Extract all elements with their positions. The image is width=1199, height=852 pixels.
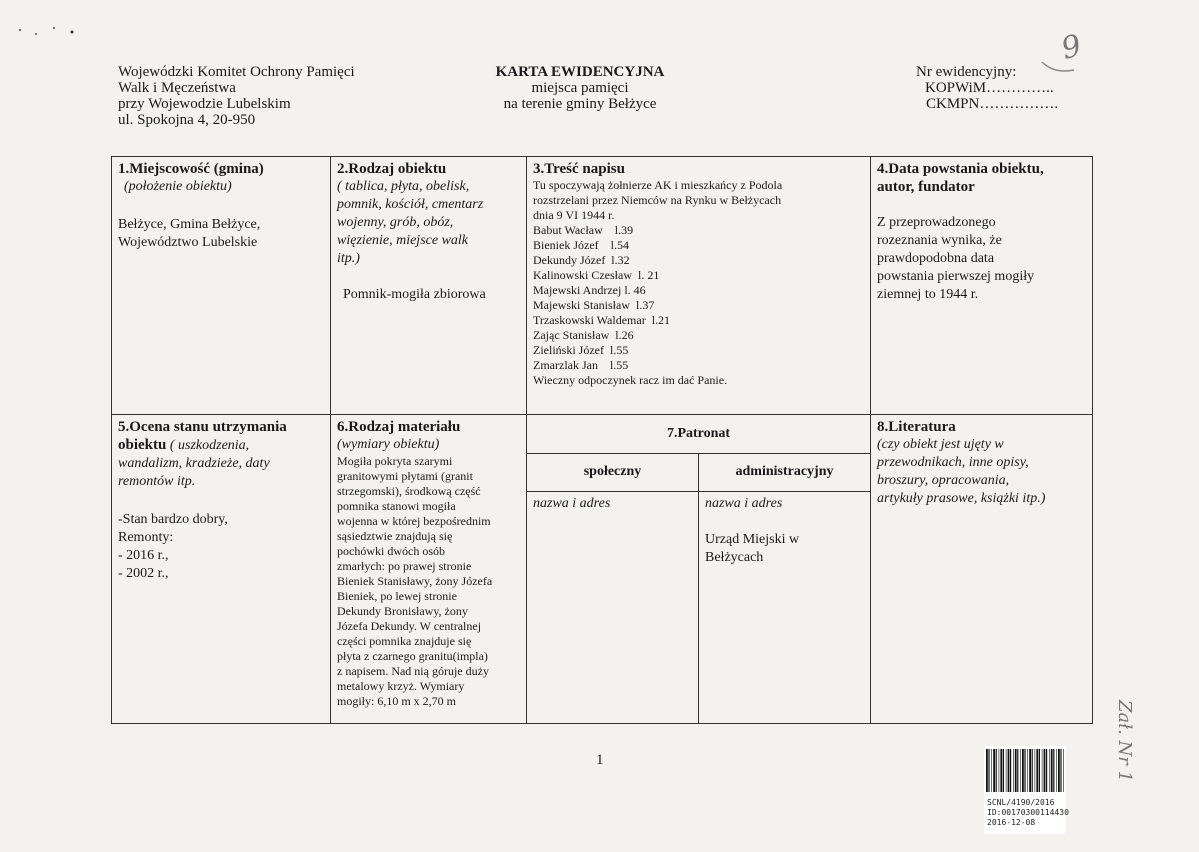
inscription-line: Zmarzlak Jan l.55 — [533, 358, 629, 372]
barcode-line-3: 2016-12-08 — [987, 818, 1036, 827]
material-line: mogiły: 6,10 m x 2,70 m — [337, 694, 457, 708]
inscription-line: dnia 9 VI 1944 r. — [533, 208, 615, 222]
card-heading — [440, 64, 720, 112]
material-line: pomnika stanowi mogiła — [337, 499, 456, 513]
patronage-title: 7.Patronat — [527, 415, 870, 453]
cell-condition — [112, 415, 331, 724]
condition-line: - 2016 r., — [118, 548, 169, 563]
header-left-line-1: Wojewódzki Komitet Ochrony Pamięci — [118, 64, 355, 80]
registry-numbers — [916, 64, 1058, 112]
barcode-line-1: SCNL/4190/2016 — [987, 798, 1055, 807]
material-line: Józefa Dekundy. W centralnej — [337, 619, 482, 633]
card-subtitle-2: na terenie gminy Bełżyce — [503, 96, 657, 112]
cell-literature — [871, 415, 1093, 724]
material-title: 6.Rodzaj materiału — [337, 419, 461, 435]
inscription-title: 3.Treść napisu — [533, 161, 625, 177]
location-title: 1.Miejscowość (gmina) — [118, 161, 264, 177]
material-line: części pomnika znajduje się — [337, 634, 472, 648]
inscription-line: Bieniek Józef l.54 — [533, 238, 629, 252]
patronage-social — [527, 491, 699, 723]
inscription-line: Babut Wacław l.39 — [533, 223, 634, 237]
object-type-hint-2: pomnik, kościół, cmentarz — [337, 197, 484, 212]
patronage-admin-line: Bełżycach — [705, 549, 764, 565]
material-line: Mogiła pokryta szarymi — [337, 454, 453, 468]
patronage-social-header: społeczny — [527, 453, 699, 491]
barcode-line-2: ID:00170300114430 — [987, 808, 1069, 817]
material-line: strzegomski), środkową część — [337, 484, 481, 498]
object-type-title: 2.Rodzaj obiektu — [337, 161, 447, 177]
creation-date-line: rozeznania wynika, że — [877, 233, 1002, 248]
inscription-line: Zając Stanisław l.26 — [533, 328, 634, 342]
patronage-social-label: nazwa i adres — [533, 495, 611, 511]
condition-title-2 — [118, 436, 324, 455]
literature-hint-2: przewodnikach, inne opisy, — [877, 455, 1029, 470]
material-line: metalowy krzyż. Wymiary — [337, 679, 465, 693]
material-subtitle: (wymiary obiektu) — [337, 437, 440, 452]
condition-title-hint: ( uszkodzenia, — [166, 438, 250, 453]
inscription-line: Majewski Stanisław l.37 — [533, 298, 655, 312]
registry-kopwim: KOPWiM………….. — [925, 80, 1054, 96]
material-line: pochówki dwóch osób — [337, 544, 445, 558]
inscription-line: Majewski Andrzej l. 46 — [533, 283, 646, 297]
scan-specks — [14, 22, 84, 42]
barcode-label — [984, 746, 1069, 834]
condition-hint-1: wandalizm, kradzieże, daty — [118, 456, 270, 471]
material-text — [337, 454, 520, 709]
object-type-hint-1: ( tablica, płyta, obelisk, — [337, 179, 470, 194]
literature-hint-4: artykuły prasowe, książki itp.) — [877, 491, 1046, 506]
condition-title-bold: obiektu — [118, 437, 167, 453]
header-left-line-2: Walk i Męczeństwa — [118, 80, 236, 96]
condition-line: -Stan bardzo dobry, — [118, 512, 228, 527]
cell-material — [331, 415, 527, 724]
cell-creation-date — [871, 157, 1093, 415]
cell-inscription — [527, 157, 871, 415]
creation-date-line: powstania pierwszej mogiły — [877, 269, 1035, 284]
committee-address — [118, 64, 355, 128]
record-table — [111, 156, 1093, 724]
object-type-value: Pomnik-mogiła zbiorowa — [343, 287, 486, 302]
inscription-line: Kalinowski Czesław l. 21 — [533, 268, 660, 282]
location-subtitle: (położenie obiektu) — [124, 179, 232, 194]
literature-hint-3: broszury, opracowania, — [877, 473, 1010, 488]
inscription-text — [533, 178, 864, 388]
material-line: Dekundy Bronisławy, żony — [337, 604, 468, 618]
patronage-admin-label: nazwa i adres — [705, 495, 783, 511]
patronage-table — [527, 415, 870, 723]
condition-hint-2: remontów itp. — [118, 474, 196, 489]
literature-hint-1: (czy obiekt jest ujęty w — [877, 437, 1004, 452]
registry-label: Nr ewidencyjny: — [916, 64, 1017, 80]
creation-date-title-2: autor, fundator — [877, 179, 975, 195]
handwritten-number: 9 — [1057, 28, 1086, 67]
creation-date-line: ziemnej to 1944 r. — [877, 287, 979, 302]
inscription-line: Zieliński Józef l.55 — [533, 343, 629, 357]
creation-date-line: Z przeprowadzonego — [877, 215, 996, 230]
patronage-admin — [699, 491, 871, 723]
page-number: 1 — [596, 752, 604, 768]
location-line-2: Województwo Lubelskie — [118, 235, 258, 250]
inscription-line: Trzaskowski Waldemar l.21 — [533, 313, 671, 327]
inscription-line: Wieczny odpoczynek racz im dać Panie. — [533, 373, 728, 387]
barcode-icon — [986, 749, 1064, 792]
inscription-line: rozstrzelani przez Niemców na Rynku w Bełżycach — [533, 193, 782, 207]
material-line: z napisem. Nad nią góruje duży — [337, 664, 489, 678]
material-line: płyta z czarnego granitu(impla) — [337, 649, 488, 663]
registry-ckmpn: CKMPN……………. — [926, 96, 1059, 112]
material-line: granitowymi płytami (granit — [337, 469, 473, 483]
inscription-line: Tu spoczywają żołnierze AK i mieszkańcy z Podola — [533, 178, 783, 192]
cell-location — [112, 157, 331, 415]
location-line-1: Bełżyce, Gmina Bełżyce, — [118, 217, 261, 232]
creation-date-line: prawdopodobna data — [877, 251, 995, 266]
object-type-hint-5: itp.) — [337, 251, 360, 266]
condition-title-1: 5.Ocena stanu utrzymania — [118, 419, 287, 435]
header-left-line-3: przy Wojewodzie Lubelskim — [118, 96, 291, 112]
patronage-admin-header: administracyjny — [699, 453, 871, 491]
object-type-hint-4: więzienie, miejsce walk — [337, 233, 469, 248]
condition-line: - 2002 r., — [118, 566, 169, 581]
margin-note: Zał. Nr 1 — [1114, 700, 1135, 783]
object-type-hint-3: wojenny, grób, obóz, — [337, 215, 454, 230]
patronage-admin-line: Urząd Miejski w — [705, 531, 800, 547]
creation-date-title-1: 4.Data powstania obiektu, — [877, 161, 1044, 177]
card-title: KARTA EWIDENCYJNA — [495, 64, 665, 80]
inscription-line: Dekundy Józef l.32 — [533, 253, 630, 267]
handwritten-stroke — [1040, 58, 1080, 78]
header-left-line-4: ul. Spokojna 4, 20-950 — [118, 112, 256, 128]
cell-patronage — [527, 415, 871, 724]
material-line: zmarłych: po prawej stronie — [337, 559, 472, 573]
condition-line: Remonty: — [118, 530, 174, 545]
material-line: sąsiedztwie znajdują się — [337, 529, 453, 543]
material-line: Bieniek, po lewej stronie — [337, 589, 457, 603]
material-line: wojenna w której bezpośrednim — [337, 514, 491, 528]
literature-title: 8.Literatura — [877, 419, 956, 435]
cell-object-type — [331, 157, 527, 415]
material-line: Bieniek Stanisławy, żony Józefa — [337, 574, 493, 588]
card-subtitle-1: miejsca pamięci — [531, 80, 629, 96]
